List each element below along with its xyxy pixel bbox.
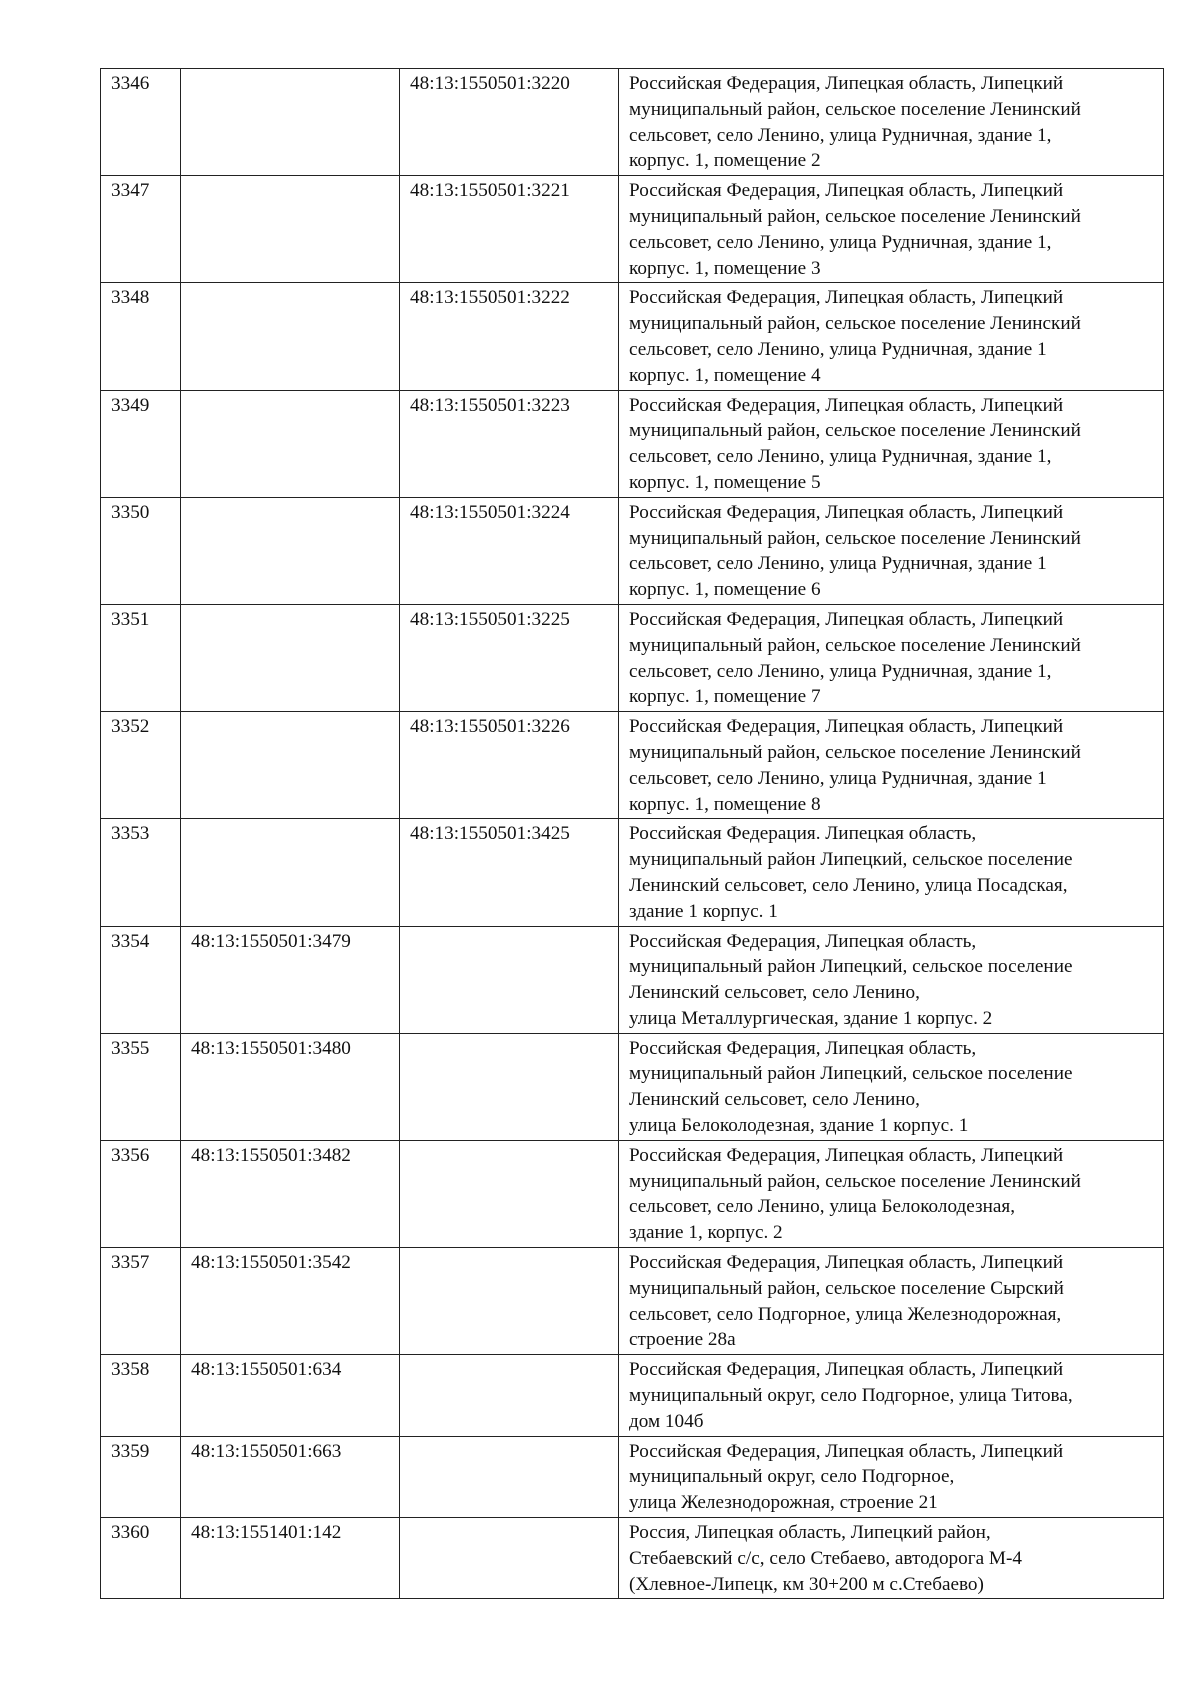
- table-row: [101, 1033, 1164, 1140]
- building-cadastral-number-cell: [400, 1436, 619, 1517]
- table-row: [101, 819, 1164, 926]
- row-number-cell: 3358: [101, 1355, 181, 1436]
- table-row: [101, 390, 1164, 497]
- table-row: [101, 712, 1164, 819]
- row-number-cell: 3359: [101, 1436, 181, 1517]
- building-cadastral-number-cell: 48:13:1550501:3220: [400, 69, 619, 176]
- row-number-cell: 3349: [101, 390, 181, 497]
- registry-table-body: [101, 69, 1164, 1599]
- building-cadastral-number-cell: 48:13:1550501:3224: [400, 497, 619, 604]
- address-cell: Российская Федерация, Липецкая область, Липецкий муниципальный район, сельское поселение Ленинский сельсовет, село Ленино, улица Рудничная, здание 1, корпус. 1, помещение 5: [619, 390, 1164, 497]
- land-cadastral-number-cell: 48:13:1550501:634: [181, 1355, 400, 1436]
- table-row: [101, 926, 1164, 1033]
- row-number-cell: 3352: [101, 712, 181, 819]
- table-row: [101, 1248, 1164, 1355]
- address-cell: Российская Федерация, Липецкая область, Липецкий муниципальный район, сельское поселение Ленинский сельсовет, село Ленино, улица Рудничная, здание 1 корпус. 1, помещение 6: [619, 497, 1164, 604]
- address-cell: Российская Федерация, Липецкая область, Липецкий муниципальный район, сельское поселение Ленинский сельсовет, село Ленино, улица Рудничная, здание 1, корпус. 1, помещение 7: [619, 604, 1164, 711]
- table-row: [101, 69, 1164, 176]
- building-cadastral-number-cell: 48:13:1550501:3221: [400, 176, 619, 283]
- address-cell: Российская Федерация, Липецкая область, Липецкий муниципальный район, сельское поселение Ленинский сельсовет, село Ленино, улица Белоколодезная, здание 1, корпус. 2: [619, 1140, 1164, 1247]
- row-number-cell: 3353: [101, 819, 181, 926]
- table-row: [101, 1436, 1164, 1517]
- row-number-cell: 3348: [101, 283, 181, 390]
- address-cell: Российская Федерация, Липецкая область, Липецкий муниципальный район, сельское поселение Ленинский сельсовет, село Ленино, улица Рудничная, здание 1, корпус. 1, помещение 3: [619, 176, 1164, 283]
- land-cadastral-number-cell: [181, 604, 400, 711]
- land-cadastral-number-cell: [181, 176, 400, 283]
- building-cadastral-number-cell: [400, 1355, 619, 1436]
- row-number-cell: 3347: [101, 176, 181, 283]
- land-cadastral-number-cell: 48:13:1550501:3480: [181, 1033, 400, 1140]
- land-cadastral-number-cell: [181, 819, 400, 926]
- land-cadastral-number-cell: 48:13:1550501:3479: [181, 926, 400, 1033]
- building-cadastral-number-cell: [400, 1140, 619, 1247]
- table-row: [101, 1518, 1164, 1599]
- land-cadastral-number-cell: [181, 390, 400, 497]
- address-cell: Российская Федерация, Липецкая область, муниципальный район Липецкий, сельское поселение Ленинский сельсовет, село Ленино, улица Белоколодезная, здание 1 корпус. 1: [619, 1033, 1164, 1140]
- building-cadastral-number-cell: [400, 1518, 619, 1599]
- row-number-cell: 3351: [101, 604, 181, 711]
- row-number-cell: 3346: [101, 69, 181, 176]
- table-row: [101, 604, 1164, 711]
- address-cell: Российская Федерация, Липецкая область, Липецкий муниципальный округ, село Подгорное, улица Железнодорожная, строение 21: [619, 1436, 1164, 1517]
- building-cadastral-number-cell: [400, 1248, 619, 1355]
- row-number-cell: 3356: [101, 1140, 181, 1247]
- table-row: [101, 176, 1164, 283]
- land-cadastral-number-cell: 48:13:1550501:663: [181, 1436, 400, 1517]
- address-cell: Российская Федерация. Липецкая область, муниципальный район Липецкий, сельское поселение Ленинский сельсовет, село Ленино, улица Посадская, здание 1 корпус. 1: [619, 819, 1164, 926]
- row-number-cell: 3357: [101, 1248, 181, 1355]
- land-cadastral-number-cell: 48:13:1551401:142: [181, 1518, 400, 1599]
- row-number-cell: 3350: [101, 497, 181, 604]
- building-cadastral-number-cell: 48:13:1550501:3225: [400, 604, 619, 711]
- building-cadastral-number-cell: [400, 1033, 619, 1140]
- address-cell: Россия, Липецкая область, Липецкий район, Стебаевский с/с, село Стебаево, автодорога М-4 (Хлевное-Липецк, км 30+200 м с.Стебаево): [619, 1518, 1164, 1599]
- land-cadastral-number-cell: [181, 283, 400, 390]
- land-cadastral-number-cell: 48:13:1550501:3542: [181, 1248, 400, 1355]
- address-cell: Российская Федерация, Липецкая область, Липецкий муниципальный район, сельское поселение Ленинский сельсовет, село Ленино, улица Рудничная, здание 1 корпус. 1, помещение 8: [619, 712, 1164, 819]
- building-cadastral-number-cell: 48:13:1550501:3223: [400, 390, 619, 497]
- address-cell: Российская Федерация, Липецкая область, Липецкий муниципальный район, сельское поселение Сырский сельсовет, село Подгорное, улица Железнодорожная, строение 28а: [619, 1248, 1164, 1355]
- land-cadastral-number-cell: 48:13:1550501:3482: [181, 1140, 400, 1247]
- table-row: [101, 497, 1164, 604]
- table-row: [101, 283, 1164, 390]
- address-cell: Российская Федерация, Липецкая область, Липецкий муниципальный округ, село Подгорное, улица Титова, дом 104б: [619, 1355, 1164, 1436]
- table-row: [101, 1355, 1164, 1436]
- address-cell: Российская Федерация, Липецкая область, Липецкий муниципальный район, сельское поселение Ленинский сельсовет, село Ленино, улица Рудничная, здание 1 корпус. 1, помещение 4: [619, 283, 1164, 390]
- property-registry-table: [100, 68, 1164, 1599]
- land-cadastral-number-cell: [181, 69, 400, 176]
- land-cadastral-number-cell: [181, 497, 400, 604]
- building-cadastral-number-cell: [400, 926, 619, 1033]
- land-cadastral-number-cell: [181, 712, 400, 819]
- address-cell: Российская Федерация, Липецкая область, Липецкий муниципальный район, сельское поселение Ленинский сельсовет, село Ленино, улица Рудничная, здание 1, корпус. 1, помещение 2: [619, 69, 1164, 176]
- building-cadastral-number-cell: 48:13:1550501:3425: [400, 819, 619, 926]
- row-number-cell: 3354: [101, 926, 181, 1033]
- building-cadastral-number-cell: 48:13:1550501:3222: [400, 283, 619, 390]
- table-row: [101, 1140, 1164, 1247]
- building-cadastral-number-cell: 48:13:1550501:3226: [400, 712, 619, 819]
- row-number-cell: 3360: [101, 1518, 181, 1599]
- row-number-cell: 3355: [101, 1033, 181, 1140]
- address-cell: Российская Федерация, Липецкая область, муниципальный район Липецкий, сельское поселение Ленинский сельсовет, село Ленино, улица Металлургическая, здание 1 корпус. 2: [619, 926, 1164, 1033]
